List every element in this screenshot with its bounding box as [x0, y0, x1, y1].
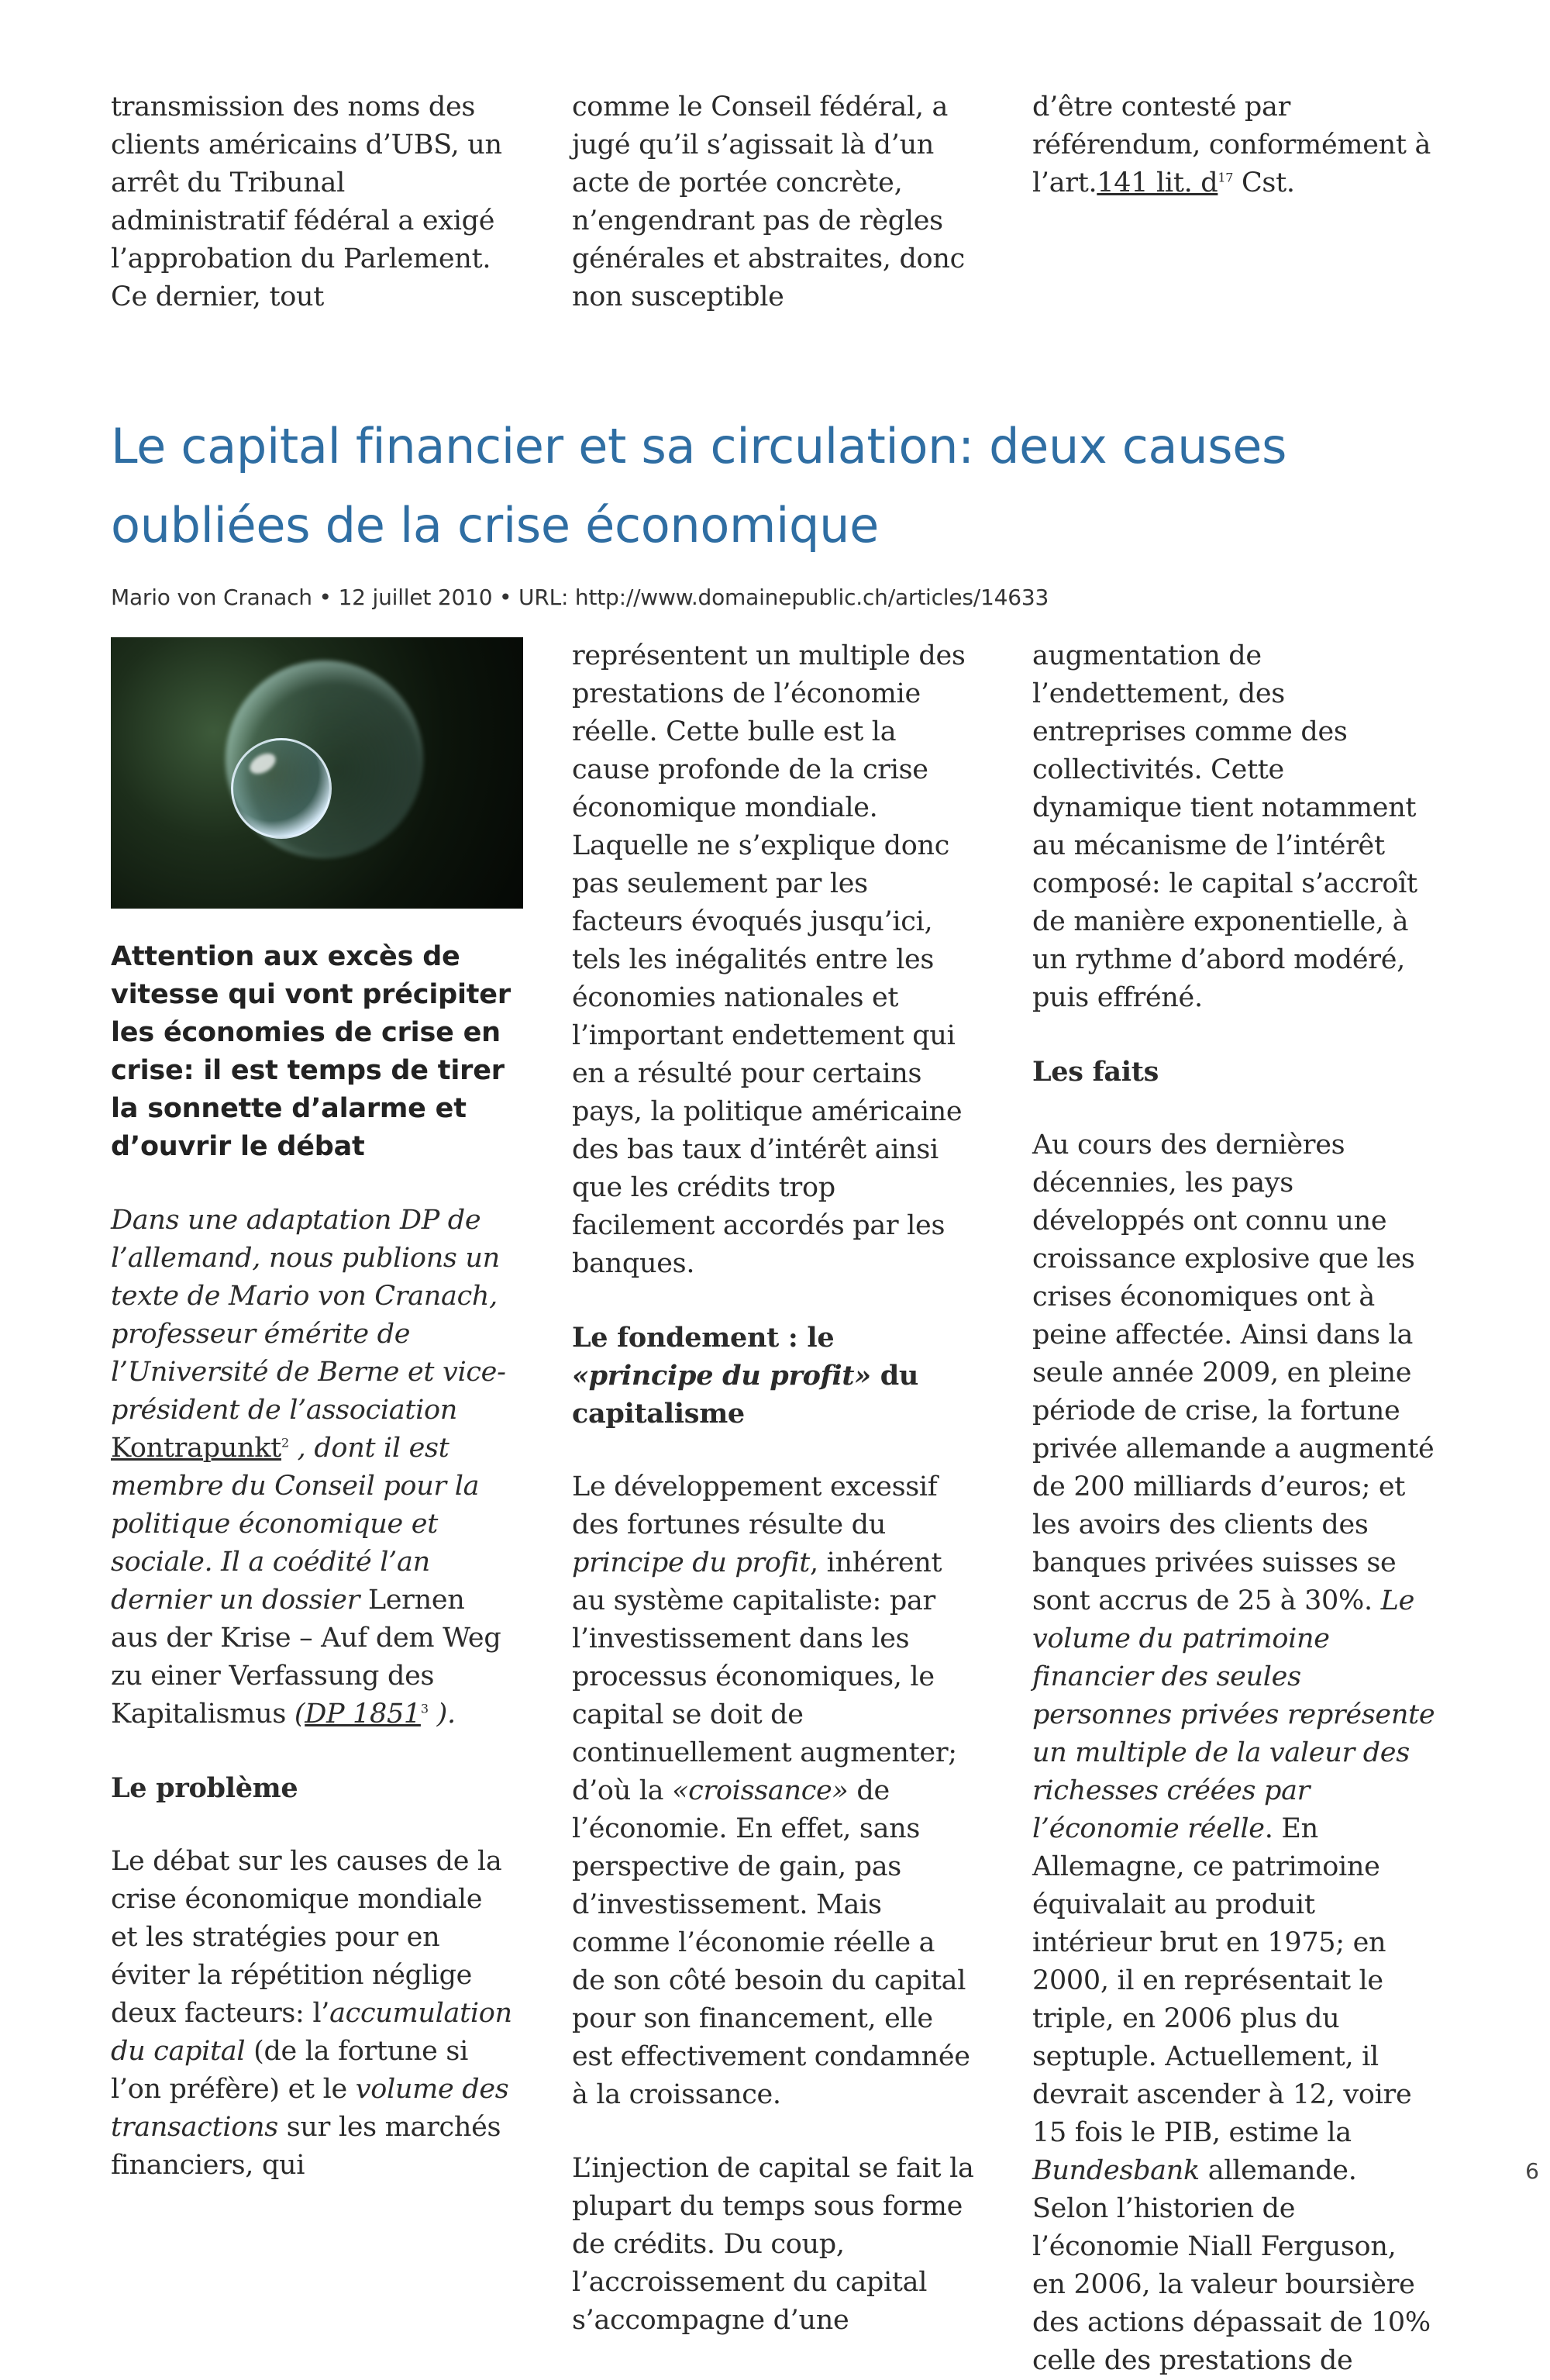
article-column-1 [111, 938, 514, 2185]
kontrapunkt-link[interactable]: Kontrapunkt [111, 1433, 281, 1464]
article-byline: Mario von Cranach • 12 juillet 2010 • URL: http://www.domainepublic.ch/articles/14633 [111, 585, 1049, 610]
paragraph-bulle: représentent un multiple des prestations de l’économie réelle. Cette bulle est la cause profonde de la crise économique mondiale. Laquelle ne s’explique donc pas seulement par les facteurs évoqués jusqu’ici, tels les inégalités entre les économies nationales et l’important endettement qui en a résulté pour certains pays, la politique américaine des bas taux d’intérêt ainsi que les crédits trop facilement accordés par les banques. [572, 640, 966, 1279]
paragraph-endettement: augmentation de l’endettement, des entreprises comme des collectivités. Cette dynamique tient notamment au mécanisme de l’intérêt composé: le capital s’accroît de manière exponentielle, à un rythme d’abord modéré, puis effréné. [1032, 640, 1417, 1013]
article-intro: Dans une adaptation DP de l’allemand, nous publions un texte de Mario von Cranach, professeur émérite de l’Université de Berne et vice-président de l’association Kontrapunkt$^2$ , dont il est membre du Conseil pour la politique économique et sociale. Il a coédité l’an dernier un dossier Lernen aus der Krise – Auf dem Weg zu einer Verfassung des Kapitalismus (DP 1851$^3$ ). [111, 1205, 506, 1730]
page-number: 6 [1525, 2158, 1539, 2184]
continued-column-3 [1032, 88, 1435, 202]
soap-bubble-photo [111, 637, 523, 909]
continued-column-1 [111, 88, 514, 316]
continued-column-2 [572, 88, 975, 316]
article-lead: Attention aux excès de vitesse qui vont précipiter les économies de crise en crise: il est temps de tirer la sonnette d’alarme et d’ouvrir le débat [111, 941, 511, 1162]
paragraph-fondement: Le développement excessif des fortunes résulte du principe du profit, inhérent au système capitaliste: par l’investissement dans les processus économiques, le capital se doit de continuellement augmenter; d’où la «croissance» de l’économie. En effet, sans perspective de gain, pas d’investissement. Mais comme l’économie réelle a de son côté besoin du capital pour son financement, elle est effectivement condamnée à la croissance. [572, 1471, 970, 2110]
paragraph-injection: L’injection de capital se fait la plupart du temps sous forme de crédits. Du coup, l’accroissement du capital s’accompagne d’une [572, 2153, 974, 2336]
footnote-ref-17: 17 [1218, 170, 1234, 185]
book-title: Lernen aus der Krise – Auf dem Weg zu einer Verfassung des Kapitalismus [111, 1585, 501, 1730]
article-column-2 [572, 637, 975, 2340]
continued-text-3: d’être contesté par référendum, conformément à l’art.141 lit. $d^{17}$ Cst. [1032, 91, 1431, 198]
article-column-3 [1032, 637, 1435, 2380]
paragraph-faits: Au cours des dernières décennies, les pays développés ont connu une croissance explosive que les crises économiques ont à peine affectée. Ainsi dans la seule année 2009, en pleine période de crise, la fortune privée allemande a augmenté de 200 milliards d’euros; et les avoirs des clients des banques privées suisses se sont accrus de 25 à 30%. Le volume du patrimoine financier des seules personnes privées représente un multiple de la valeur des richesses créées par l’économie réelle. En Allemagne, ce patrimoine équivalait au produit intérieur brut en 1975; en 2000, il en représentait le triple, en 2006 plus du septuple. Actuellement, il devrait ascender à 12, voire 15 fois le PIB, estime la Bundesbank allemande. Selon l’historien de l’économie Niall Ferguson, en 2006, la valeur boursière des actions dépassait de 10% celle des prestations de [1032, 1130, 1435, 2376]
paragraph-probleme: Le débat sur les causes de la crise économique mondiale et les stratégies pour en éviter la répétition néglige deux facteurs: l’accumulation du capital (de la fortune si l’on préfère) et le volume des transactions sur les marchés financiers, qui [111, 1846, 512, 2181]
dp-1851-link[interactable]: DP 1851 [305, 1699, 421, 1730]
footnote-ref-2: 2 [281, 1435, 289, 1450]
small-bubble-shape [231, 738, 332, 839]
heading-faits: Les faits [1032, 1056, 1159, 1088]
heading-probleme: Le problème [111, 1772, 298, 1804]
article-title: Le capital financier et sa circulation: deux causes oubliées de la crise économique [111, 418, 1287, 554]
continued-text-1: transmission des noms des clients américains d’UBS, un arrêt du Tribunal administratif fédéral a exigé l’approbation du Parlement. Ce dernier, tout [111, 91, 502, 312]
constitution-article-link[interactable]: 141 lit. d [1097, 167, 1218, 198]
footnote-ref-3: 3 [420, 1701, 429, 1716]
heading-fondement: Le fondement : le «principe du profit» du capitalisme [572, 1322, 919, 1430]
continued-text-2: comme le Conseil fédéral, a jugé qu’il s’agissait là d’un acte de portée concrète, n’engendrant pas de règles générales et abstraites, donc non susceptible [572, 91, 965, 312]
